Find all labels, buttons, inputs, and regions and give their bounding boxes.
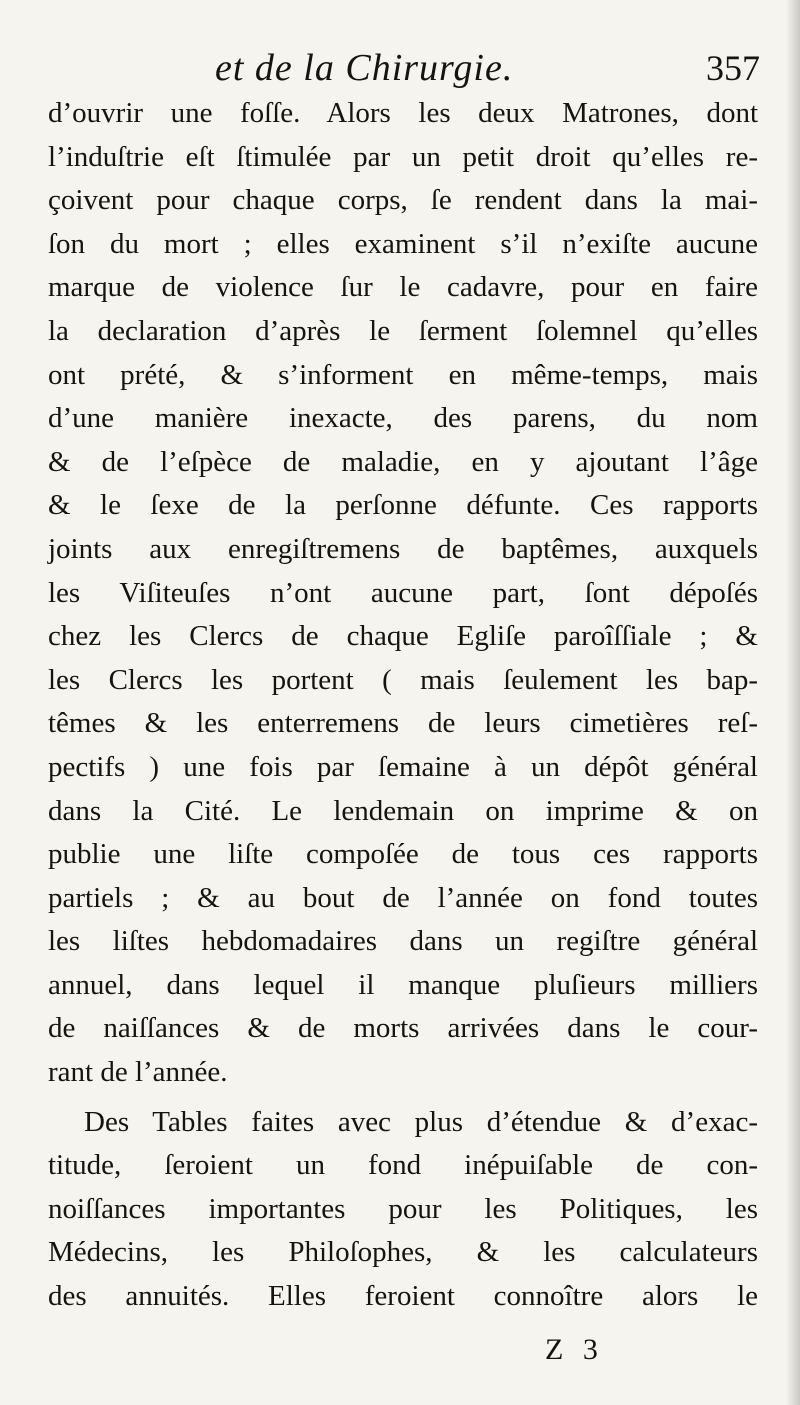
text-line: rant de l’année. <box>48 1056 228 1089</box>
text-line: publie une liſte compoſée de tous ces rapports <box>48 838 758 871</box>
text-line: & le ſexe de la perſonne défunte. Ces rapports <box>48 489 758 522</box>
page-edge-shadow <box>786 0 800 1405</box>
text-line: titude, ſeroient un fond inépuiſable de con- <box>48 1149 758 1182</box>
running-head <box>60 40 760 100</box>
body-text <box>48 92 758 1319</box>
text-line: l’induſtrie eſt ſtimulée par un petit droit qu’elles re- <box>48 140 758 173</box>
text-line: marque de violence ſur le cadavre, pour en faire <box>48 271 758 304</box>
text-line: dans la Cité. Le lendemain on imprime & on <box>48 794 758 827</box>
paragraph-1 <box>48 92 758 1095</box>
text-line: & de l’eſpèce de maladie, en y ajoutant l’âge <box>48 445 758 478</box>
text-line: noiſſances importantes pour les Politiques, les <box>48 1192 758 1225</box>
text-line: Des Tables faites avec plus d’étendue & d’exac- <box>84 1105 758 1138</box>
text-line: ſon du mort ; elles examinent s’il n’exiſte aucune <box>48 227 758 260</box>
signature-mark: Z 3 <box>545 1333 604 1366</box>
text-line: têmes & les enterremens de leurs cimetières reſ- <box>48 707 758 740</box>
text-line: annuel, dans lequel il manque pluſieurs milliers <box>48 968 758 1001</box>
running-head-title: et de la Chirurgie. <box>215 47 514 89</box>
text-line: de naiſſances & de morts arrivées dans le cour- <box>48 1012 758 1045</box>
paragraph-2 <box>48 1101 758 1319</box>
text-line: chez les Clercs de chaque Egliſe paroîſſiale ; & <box>48 620 758 653</box>
text-line: d’ouvrir une foſſe. Alors les deux Matrones, dont <box>48 97 758 129</box>
text-line: des annuités. Elles feroient connoître alors le <box>48 1280 758 1313</box>
text-line: partiels ; & au bout de l’année on fond toutes <box>48 881 758 914</box>
text-line: la declaration d’après le ſerment ſolemnel qu’elles <box>48 314 758 347</box>
text-line: les Viſiteuſes n’ont aucune part, ſont dépoſés <box>48 576 758 609</box>
text-line: ont prété, & s’informent en même-temps, mais <box>48 358 758 391</box>
text-line: çoivent pour chaque corps, ſe rendent dans la mai- <box>48 184 758 217</box>
text-line: joints aux enregiſtremens de baptêmes, auxquels <box>48 532 758 565</box>
text-line: les Clercs les portent ( mais ſeulement les bap- <box>48 663 758 696</box>
text-line: Médecins, les Philoſophes, & les calculateurs <box>48 1236 758 1269</box>
page-number: 357 <box>706 48 760 88</box>
text-line: pectifs ) une fois par ſemaine à un dépôt général <box>48 750 758 783</box>
text-line: les liſtes hebdomadaires dans un regiſtre général <box>48 925 758 958</box>
text-line: d’une manière inexacte, des parens, du nom <box>48 402 758 435</box>
